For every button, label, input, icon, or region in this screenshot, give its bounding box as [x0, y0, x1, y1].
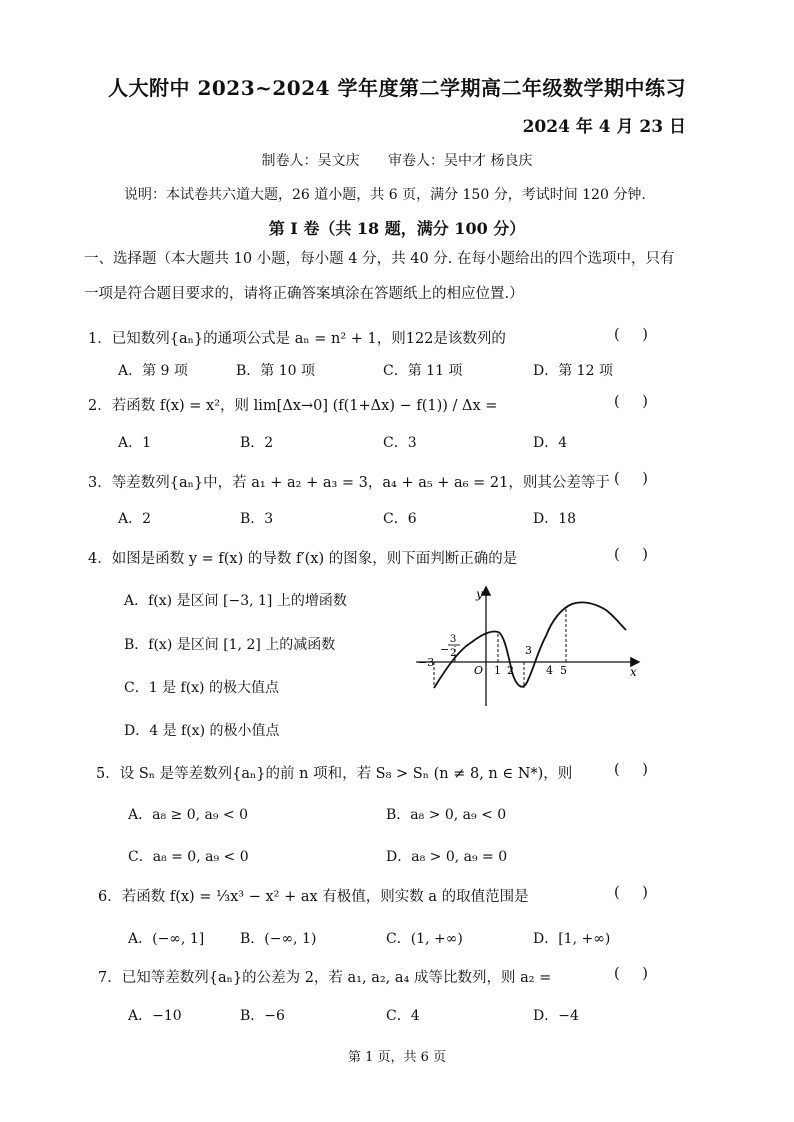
question-2-option-c: C．3: [383, 435, 417, 451]
question-6-answer-paren: ( ): [614, 885, 648, 901]
question-1-option-d: D．第 12 项: [533, 363, 613, 379]
question-5-stem: 5．设 Sₙ 是等差数列{aₙ}的前 n 项和，若 S₈ > Sₙ (n ≠ 8, n ∈ N*)，则: [96, 766, 573, 782]
section-intro-line1: 一、选择题（本大题共 10 小题，每小题 4 分，共 40 分. 在每小题给出的四个选项中，只有: [84, 251, 675, 267]
question-3-stem: 3．等差数列{aₙ}中，若 a₁ + a₂ + a₃ = 3，a₄ + a₅ + a₆ = 21，则其公差等于: [88, 475, 610, 491]
exam-note: 说明：本试卷共六道大题，26 道小题，共 6 页，满分 150 分，考试时间 120 分钟.: [124, 187, 646, 203]
question-1-option-b: B．第 10 项: [236, 363, 316, 379]
question-1-option-a: A．第 9 项: [118, 363, 188, 379]
page-footer: 第 1 页，共 6 页: [347, 1050, 447, 1065]
question-4-option-b: B．f(x) 是区间 [1, 2] 上的减函数: [124, 637, 336, 653]
question-5-answer-paren: ( ): [614, 762, 648, 778]
question-4-option-c: C．1 是 f(x) 的极大值点: [124, 680, 279, 696]
question-2-answer-paren: ( ): [614, 394, 648, 410]
question-2-stem: 2．若函数 f(x) = x²，则 lim[Δx→0] (f(1+Δx) − f(1)) / Δx =: [88, 398, 498, 414]
question-6-option-a: A．(−∞, 1]: [128, 931, 205, 947]
question-7-option-c: C．4: [386, 1008, 420, 1024]
question-6-stem: 6．若函数 f(x) = ⅓x³ − x² + ax 有极值，则实数 a 的取值范围是: [98, 889, 529, 905]
tick-label-neg3: −3: [418, 656, 435, 669]
question-4-stem: 4．如图是函数 y = f(x) 的导数 f′(x) 的图象，则下面判断正确的是: [88, 551, 518, 567]
maker-label: 制卷人：吴文庆: [261, 153, 360, 169]
question-5-option-c: C．a₈ = 0, a₉ < 0: [128, 849, 249, 865]
origin-label: O: [474, 664, 484, 677]
question-5-option-b: B．a₈ > 0, a₉ < 0: [386, 807, 507, 823]
question-1-stem: 1．已知数列{aₙ}的通项公式是 aₙ = n² + 1，则122是该数列的: [88, 331, 506, 347]
tick-label-frac-neg: −: [440, 643, 450, 656]
exam-date: 2024 年 4 月 23 日: [522, 117, 686, 137]
question-7-option-d: D．−4: [533, 1008, 579, 1024]
question-3-option-b: B．3: [240, 511, 274, 527]
derivative-graph: [412, 580, 650, 710]
question-4-answer-paren: ( ): [614, 547, 648, 563]
authors-line: [0, 150, 794, 170]
question-4-option-d: D．4 是 f(x) 的极小值点: [124, 723, 280, 739]
question-7-stem: 7．已知等差数列{aₙ}的公差为 2，若 a₁, a₂, a₄ 成等比数列，则 a₂ =: [98, 970, 552, 986]
tick-label-frac-den: 2: [450, 648, 457, 659]
question-2-option-b: B．2: [240, 435, 274, 451]
tick-label-4: 4: [546, 664, 553, 677]
page-title: 人大附中 2023~2024 学年度第二学期高二年级数学期中练习: [107, 76, 686, 100]
tick-label-2: 2: [507, 664, 514, 677]
question-3-answer-paren: ( ): [614, 471, 648, 487]
tick-label-frac-num: 3: [450, 634, 457, 645]
reviewer-label: 审卷人：吴中才 杨良庆: [388, 153, 533, 169]
question-3-option-c: C．6: [383, 511, 417, 527]
question-5-option-a: A．a₈ ≥ 0, a₉ < 0: [128, 807, 249, 823]
question-1-answer-paren: ( ): [614, 327, 648, 343]
question-5-option-d: D．a₈ > 0, a₉ = 0: [386, 849, 508, 865]
y-axis-label: y: [476, 587, 483, 601]
question-2-option-a: A．1: [118, 435, 152, 451]
question-6-option-c: C．(1, +∞): [386, 931, 463, 947]
question-7-answer-paren: ( ): [614, 966, 648, 982]
question-7-option-b: B．−6: [240, 1008, 285, 1024]
question-1-option-c: C．第 11 项: [383, 363, 463, 379]
question-6-option-d: D．[1, +∞): [533, 931, 611, 947]
tick-label-5: 5: [560, 664, 567, 677]
question-3-option-a: A．2: [118, 511, 152, 527]
tick-label-1: 1: [494, 664, 501, 677]
question-4-option-a: A．f(x) 是区间 [−3, 1] 上的增函数: [124, 593, 347, 609]
question-7-option-a: A．−10: [128, 1008, 182, 1024]
question-6-option-b: B．(−∞, 1): [240, 931, 317, 947]
question-3-option-d: D．18: [533, 511, 577, 527]
tick-label-3: 3: [525, 644, 532, 657]
section-intro-line2: 一项是符合题目要求的，请将正确答案填涂在答题纸上的相应位置.）: [84, 286, 524, 302]
question-2-option-d: D．4: [533, 435, 568, 451]
x-axis-label: x: [630, 665, 637, 679]
section-title: 第 I 卷（共 18 题，满分 100 分）: [268, 219, 526, 238]
